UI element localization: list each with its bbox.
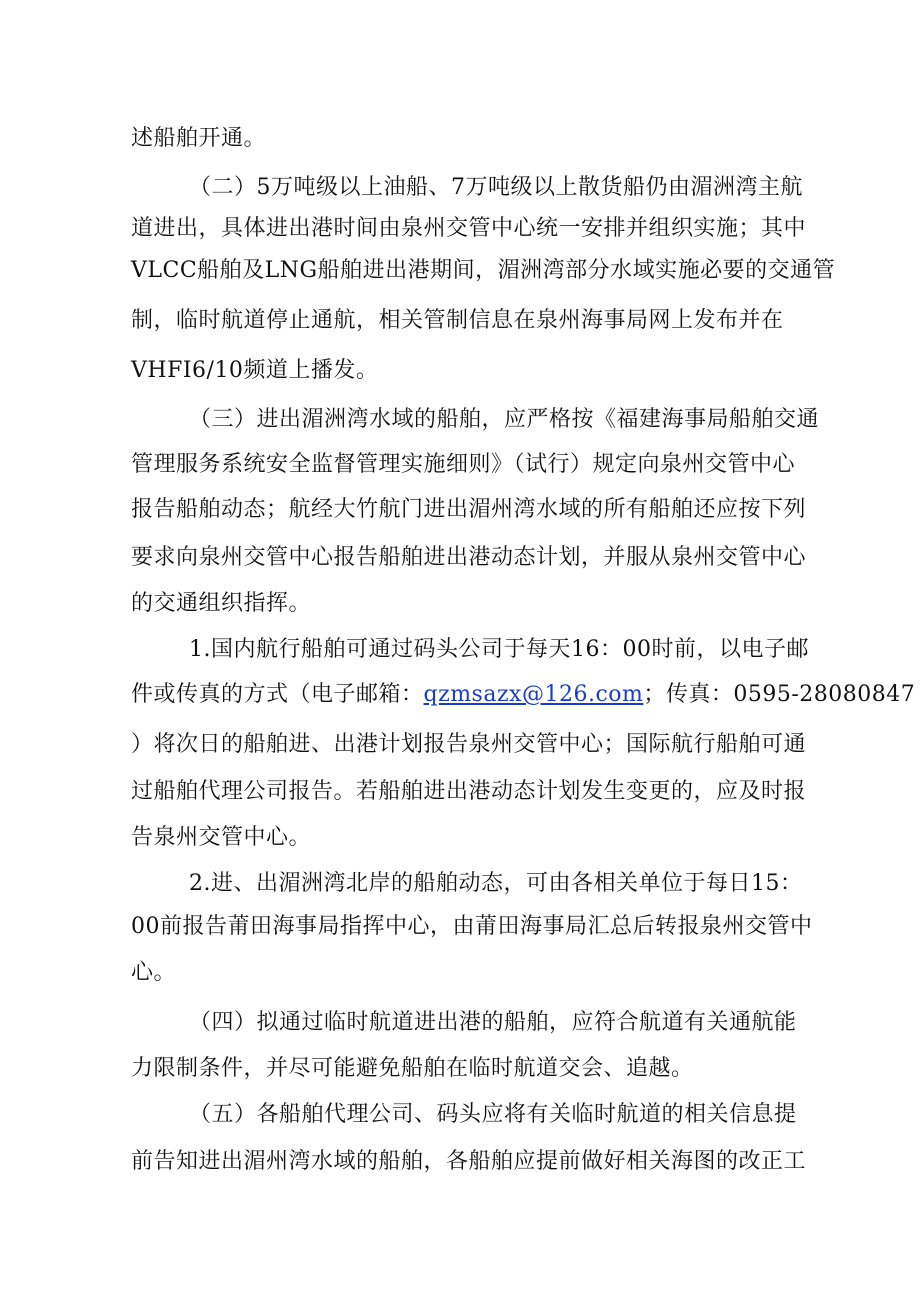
text-line: 力限制条件，并尽可能避免船舶在临时航道交会、追越。 (131, 1056, 694, 1081)
email-link[interactable]: qzmsazx@126.com (423, 682, 644, 707)
paragraph-three-start: （三）进出湄洲湾水域的船舶，应严格按《福建海事局船舶交通 (189, 407, 820, 432)
text-line: 管理服务系统安全监督管理实施细则》（试行）规定向泉州交管中心 (131, 452, 796, 477)
text-segment: 件或传真的方式（电子邮箱： (131, 682, 424, 707)
text-line: ）将次日的船舶进、出港计划报告泉州交管中心；国际航行船舶可通 (131, 732, 807, 757)
text-line: VLCC船舶及LNG船舶进出港期间，湄洲湾部分水域实施必要的交通管 (131, 258, 836, 283)
text-line: 的交通组织指挥。 (131, 591, 312, 616)
text-line: 道进出，具体进出港时间由泉州交管中心统一安排并组织实施；其中 (131, 216, 807, 241)
text-line: 告泉州交管中心。 (131, 825, 312, 850)
text-line: 心。 (131, 960, 177, 985)
paragraph-two-start: （二）5万吨级以上油船、7万吨级以上散货船仍由湄洲湾主航 (189, 175, 803, 200)
text-line: 过船舶代理公司报告。若船舶进出港动态计划发生变更的，应及时报 (131, 779, 807, 804)
text-line-with-email (131, 680, 915, 710)
item-two-start: 2.进、出湄洲湾北岸的船舶动态，可由各相关单位于每日15： (189, 871, 803, 896)
text-line: 述船舶开通。 (131, 126, 267, 151)
text-line: 前告知进出湄州湾水域的船舶，各船舶应提前做好相关海图的改正工 (131, 1149, 807, 1174)
text-line: 要求向泉州交管中心报告船舶进出港动态计划，并服从泉州交管中心 (131, 545, 807, 570)
paragraph-five-start: （五）各船舶代理公司、码头应将有关临时航道的相关信息提 (189, 1102, 797, 1127)
text-line: 00前报告莆田海事局指挥中心，由莆田海事局汇总后转报泉州交管中 (131, 914, 813, 939)
paragraph-four-start: （四）拟通过临时航道进出港的船舶，应符合航道有关通航能 (189, 1010, 797, 1035)
text-line: VHFI6/10频道上播发。 (131, 358, 379, 383)
text-line: 制，临时航道停止通航，相关管制信息在泉州海事局网上发布并在 (131, 308, 784, 333)
text-line: 报告船舶动态；航经大竹航门进出湄州湾水域的所有船舶还应按下列 (131, 497, 807, 522)
text-segment: ；传真：0595-28080847 (643, 682, 916, 707)
item-one-start: 1.国内航行船舶可通过码头公司于每天16：00时前，以电子邮 (189, 637, 809, 662)
